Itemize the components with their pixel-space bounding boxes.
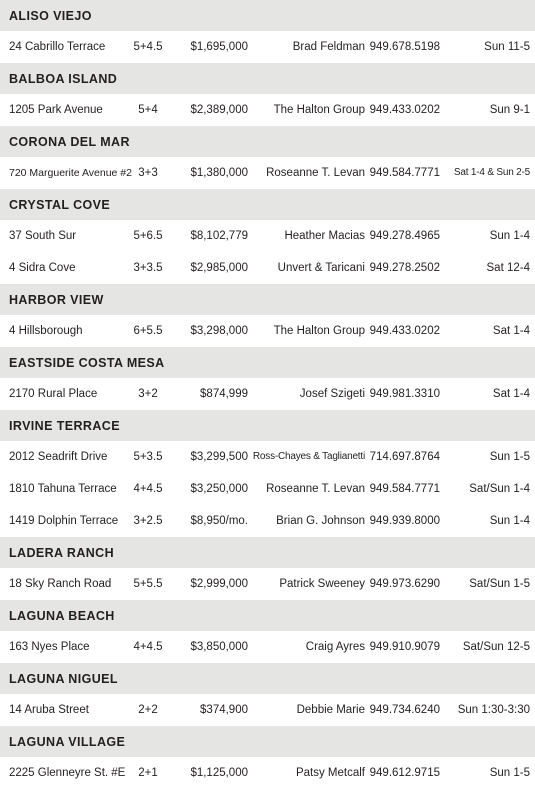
listing-phone: 949.433.0202: [369, 103, 440, 116]
listing-bed-bath: 2+1: [138, 766, 158, 779]
listing-address: 2012 Seadrift Drive: [9, 450, 108, 463]
neighborhood-header: IRVINE TERRACE: [0, 410, 535, 441]
listing-price: $874,999: [200, 387, 248, 400]
listing-phone: 949.584.7771: [369, 482, 440, 495]
listing-row: [0, 378, 535, 410]
listing-price: $1,380,000: [190, 166, 248, 179]
neighborhood-header: HARBOR VIEW: [0, 284, 535, 315]
listing-bed-bath: 3+3.5: [133, 261, 163, 274]
listing-row: [0, 157, 535, 189]
listing-address: 4 Hillsborough: [9, 324, 83, 337]
listing-address: 720 Marguerite Avenue #2: [9, 166, 132, 179]
listing-bed-bath: 3+3: [138, 166, 158, 179]
listing-address: 37 South Sur: [9, 229, 77, 242]
listing-hours: Sun 1-4: [489, 229, 530, 242]
listing-phone: 949.278.4965: [369, 229, 440, 242]
listing-agent: Craig Ayres: [305, 640, 365, 653]
listing-phone: 949.981.3310: [369, 387, 440, 400]
listing-price: $374,900: [200, 703, 248, 716]
neighborhood-section: [0, 537, 535, 600]
listing-phone: 949.278.2502: [369, 261, 440, 274]
listing-bed-bath: 2+2: [138, 703, 158, 716]
listing-agent: Unvert & Taricani: [277, 261, 365, 274]
listing-row: [0, 252, 535, 284]
neighborhood-section: [0, 189, 535, 284]
neighborhood-section: [0, 63, 535, 126]
listing-hours: Sat 1-4 & Sun 2-5: [453, 167, 530, 178]
listing-agent: Patrick Sweeney: [279, 577, 365, 590]
neighborhood-section: [0, 347, 535, 410]
listing-row: [0, 441, 535, 473]
listing-agent: The Halton Group: [273, 324, 365, 337]
listing-bed-bath: 5+5.5: [133, 577, 163, 590]
listing-price: $8,950/mo.: [190, 514, 248, 527]
listing-row: [0, 31, 535, 63]
listing-row: [0, 757, 535, 789]
listing-hours: Sat/Sun 1-5: [469, 577, 530, 590]
listing-bed-bath: 6+5.5: [133, 324, 163, 337]
listing-agent: Roseanne T. Levan: [266, 482, 365, 495]
listing-address: 24 Cabrillo Terrace: [9, 40, 106, 53]
listing-agent: Josef Szigeti: [299, 387, 365, 400]
listing-hours: Sun 1:30-3:30: [457, 703, 530, 716]
neighborhood-section: [0, 410, 535, 537]
listing-address: 1205 Park Avenue: [9, 103, 103, 116]
listing-hours: Sat 12-4: [486, 261, 530, 274]
listing-row: [0, 220, 535, 252]
listing-agent: Brian G. Johnson: [276, 514, 365, 527]
listing-hours: Sat 1-4: [492, 387, 530, 400]
listing-row: [0, 473, 535, 505]
listing-row: [0, 568, 535, 600]
neighborhood-header: LAGUNA BEACH: [0, 600, 535, 631]
listing-address: 1419 Dolphin Terrace: [9, 514, 119, 527]
neighborhood-header: LAGUNA VILLAGE: [0, 726, 535, 757]
listing-price: $1,125,000: [190, 766, 248, 779]
neighborhood-section: [0, 284, 535, 347]
listing-price: $2,389,000: [190, 103, 248, 116]
neighborhood-section: [0, 126, 535, 189]
neighborhood-header: CRYSTAL COVE: [0, 189, 535, 220]
listing-price: $3,299,500: [190, 450, 248, 463]
listing-row: [0, 94, 535, 126]
listing-bed-bath: 5+4.5: [133, 40, 163, 53]
listing-phone: 949.973.6290: [369, 577, 440, 590]
listing-agent: Heather Macias: [284, 229, 365, 242]
neighborhood-header: EASTSIDE COSTA MESA: [0, 347, 535, 378]
listing-phone: 949.433.0202: [369, 324, 440, 337]
listing-address: 14 Aruba Street: [9, 703, 89, 716]
listing-bed-bath: 3+2.5: [133, 514, 163, 527]
listing-phone: 949.584.7771: [369, 166, 440, 179]
listing-address: 4 Sidra Cove: [9, 261, 76, 274]
listing-address: 2170 Rural Place: [9, 387, 98, 400]
listing-hours: Sat 1-4: [492, 324, 530, 337]
listing-phone: 949.678.5198: [369, 40, 440, 53]
listing-price: $2,985,000: [190, 261, 248, 274]
listing-bed-bath: 3+2: [138, 387, 158, 400]
listing-price: $2,999,000: [190, 577, 248, 590]
neighborhood-header: LADERA RANCH: [0, 537, 535, 568]
listing-hours: Sun 11-5: [484, 40, 530, 53]
listing-agent: Debbie Marie: [296, 703, 365, 716]
listing-phone: 949.910.9079: [369, 640, 440, 653]
listing-row: [0, 315, 535, 347]
listing-hours: Sat/Sun 12-5: [462, 640, 530, 653]
listing-row: [0, 631, 535, 663]
listing-bed-bath: 4+4.5: [133, 640, 163, 653]
listing-price: $8,102,779: [190, 229, 248, 242]
listing-agent: Roseanne T. Levan: [266, 166, 365, 179]
listing-bed-bath: 5+6.5: [133, 229, 163, 242]
listing-address: 2225 Glenneyre St. #E: [9, 766, 126, 779]
listing-row: [0, 505, 535, 537]
neighborhood-section: [0, 726, 535, 789]
listing-agent: Patsy Metcalf: [295, 766, 365, 779]
neighborhood-header: CORONA DEL MAR: [0, 126, 535, 157]
listing-phone: 949.612.9715: [369, 766, 440, 779]
listing-agent: Brad Feldman: [292, 40, 365, 53]
neighborhood-section: [0, 663, 535, 726]
neighborhood-header: ALISO VIEJO: [0, 0, 535, 31]
listing-bed-bath: 5+3.5: [133, 450, 163, 463]
listing-agent: The Halton Group: [273, 103, 365, 116]
listing-hours: Sat/Sun 1-4: [469, 482, 530, 495]
listing-hours: Sun 1-5: [489, 450, 530, 463]
listing-address: 1810 Tahuna Terrace: [9, 482, 117, 495]
neighborhood-section: [0, 0, 535, 63]
listing-row: [0, 694, 535, 726]
listing-price: $3,298,000: [190, 324, 248, 337]
listing-address: 163 Nyes Place: [9, 640, 90, 653]
listing-price: $3,850,000: [190, 640, 248, 653]
neighborhood-section: [0, 600, 535, 663]
listing-hours: Sun 9-1: [489, 103, 530, 116]
listing-hours: Sun 1-5: [489, 766, 530, 779]
listing-address: 18 Sky Ranch Road: [9, 577, 112, 590]
listing-bed-bath: 4+4.5: [133, 482, 163, 495]
neighborhood-header: LAGUNA NIGUEL: [0, 663, 535, 694]
listing-bed-bath: 5+4: [138, 103, 158, 116]
listing-price: $3,250,000: [190, 482, 248, 495]
neighborhood-header: BALBOA ISLAND: [0, 63, 535, 94]
listing-phone: 714.697.8764: [369, 450, 440, 463]
listing-phone: 949.939.8000: [369, 514, 440, 527]
listing-hours: Sun 1-4: [489, 514, 530, 527]
listing-agent: Ross-Chayes & Taglianetti: [252, 451, 365, 462]
listing-phone: 949.734.6240: [369, 703, 440, 716]
listing-price: $1,695,000: [190, 40, 248, 53]
